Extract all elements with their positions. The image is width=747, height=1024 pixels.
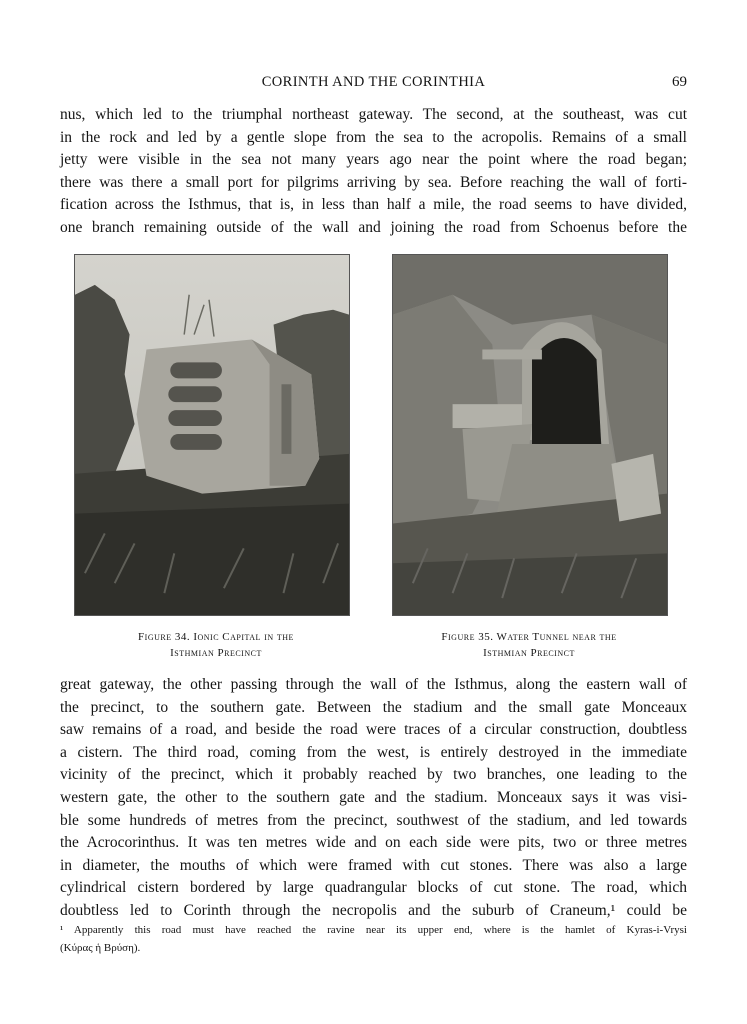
footnote-line: (Κύρας ἡ Βρύση). xyxy=(60,942,141,954)
figure-35-caption xyxy=(379,629,679,661)
caption-line: Isthmian Precinct xyxy=(483,647,575,659)
text-line: doubtless led to Corinth through the necropolis and the suburb of Craneum,¹ could be xyxy=(60,901,687,919)
water-tunnel-photo xyxy=(393,255,667,615)
text-line: one branch remaining outside of the wall and joining the road from Schoenus before the xyxy=(60,218,687,236)
running-title: CORINTH AND THE CORINTHIA xyxy=(261,74,486,90)
running-head xyxy=(60,74,687,96)
footnote-line: ¹ Apparently this road must have reached the ravine near its upper end, where is the hamlet of Kyras-i-Vrysi xyxy=(60,924,687,936)
caption-line: Isthmian Precinct xyxy=(170,647,262,659)
text-line: ble some hundreds of metres from the precinct, southwest of the stadium, and led towards xyxy=(60,811,687,829)
text-line: in diameter, the mouths of which were framed with cut stones. There was also a large xyxy=(60,856,687,874)
text-line: nus, which led to the triumphal northeast gateway. The second, at the southeast, was cut xyxy=(60,106,687,123)
text-line: there was there a small port for pilgrims arriving by sea. Before reaching the wall of forti- xyxy=(60,173,687,191)
text-line: cylindrical cistern bordered by large quadrangular blocks of cut stone. The road, which xyxy=(60,879,687,897)
text-line: the precinct, to the southern gate. Between the stadium and the small gate Monceaux xyxy=(60,698,687,716)
figure-35-photo xyxy=(392,254,668,616)
page-number: 69 xyxy=(672,74,687,90)
body-paragraph-bottom xyxy=(60,674,687,923)
ionic-capital-photo xyxy=(75,255,349,615)
text-line: jetty were visible in the sea not many years ago near the point where the road began; xyxy=(60,151,687,169)
caption-line: Figure 34. Ionic Capital in the xyxy=(138,631,294,643)
text-line: in the rock and led by a gentle slope from the sea to the acropolis. Remains of a small xyxy=(60,128,687,146)
footnote xyxy=(60,921,687,957)
text-line: great gateway, the other passing through the wall of the Isthmus, along the eastern wall of xyxy=(60,676,687,693)
caption-line: Figure 35. Water Tunnel near the xyxy=(441,631,617,643)
text-line: saw remains of a road, and beside the road were traces of a circular construction, doubtless xyxy=(60,721,687,739)
text-line: a cistern. The third road, coming from the west, is entirely destroyed in the immediate xyxy=(60,743,687,761)
text-line: the Acrocorinthus. It was ten metres wide and on each side were pits, two or three metres xyxy=(60,834,687,852)
text-line: western gate, the other to the southern gate and the stadium. Monceaux says it was visi- xyxy=(60,788,687,806)
text-line: vicinity of the precinct, which it probably reached by two branches, one leading to the xyxy=(60,766,687,784)
figure-34-photo xyxy=(74,254,350,616)
figure-34-caption xyxy=(66,629,366,661)
text-line: fication across the Isthmus, that is, in less than half a mile, the road seems to have divided, xyxy=(60,196,687,214)
body-paragraph-top xyxy=(60,104,687,240)
